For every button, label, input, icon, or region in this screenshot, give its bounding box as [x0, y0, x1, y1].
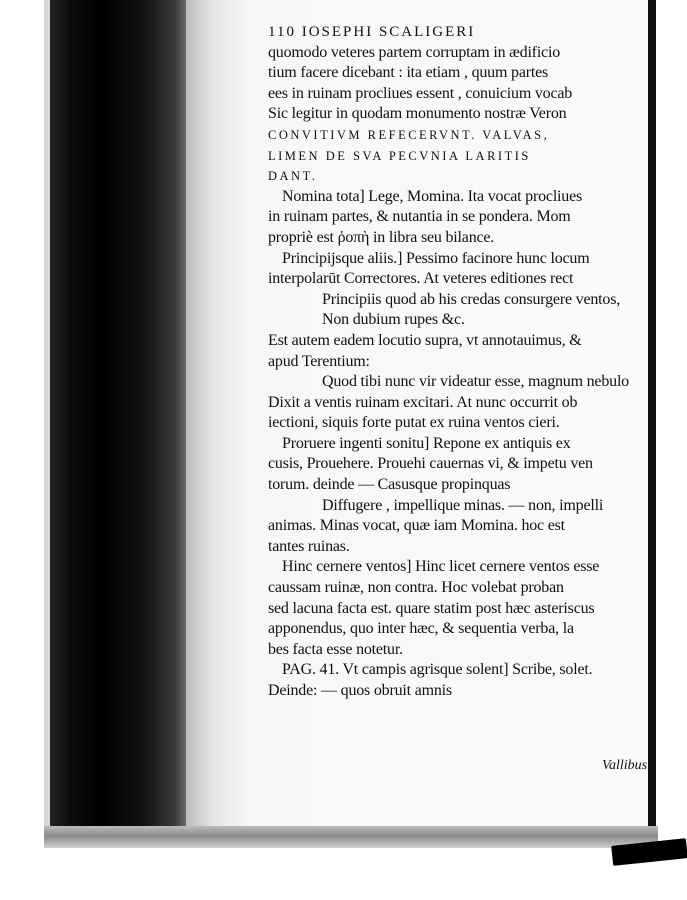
catchword: Vallibus — [602, 758, 648, 773]
text-line: PAG. 41. Vt campis agrisque solent] Scribe, solet. — [282, 661, 593, 679]
text-line: Nomina tota] Lege, Momina. Ita vocat procliues — [282, 187, 583, 205]
text-line: interpolarūt Correctores. At veteres editiones rect — [268, 270, 574, 288]
text-line: Dixit a ventis ruinam excitari. At nunc occurrit ob — [268, 393, 578, 411]
text-line: Quod tibi nunc vir videatur esse, magnum nebulo — [322, 373, 629, 391]
body-lines — [268, 43, 656, 702]
text-line: ees in ruinam procliues essent , conuicium vocab — [268, 84, 573, 102]
text-line: DANT. — [268, 169, 318, 184]
text-line: cusis, Prouehere. Prouehi cauernas vi, & impetu ven — [268, 455, 593, 473]
text-line: Hinc cernere ventos] Hinc licet cernere ventos esse — [282, 558, 600, 576]
right-margin — [656, 0, 687, 870]
text-line: torum. deinde — Casusque propinquas — [268, 476, 511, 494]
text-line: sed lacuna facta est. quare statim post hæc asteriscus — [268, 599, 595, 617]
text-line: Proruere ingenti sonitu] Repone ex antiquis ex — [282, 434, 571, 452]
text-line: quomodo veteres partem corruptam in ædificio — [268, 43, 561, 61]
text-line: Diffugere , impellique minas. — non, impelli — [322, 496, 604, 514]
text-line: apponendus, quo inter hæc, & sequentia verba, la — [268, 620, 574, 638]
text-line: in ruinam partes, & nutantia in se pondera. Mom — [268, 208, 571, 226]
text-line: CONVITIVM REFECERVNT. VALVAS, — [268, 127, 550, 142]
text-line: apud Terentium: — [268, 352, 370, 370]
text-line: caussam ruinæ, non contra. Hoc volebat proban — [268, 579, 564, 597]
book-spine-shadow — [44, 0, 186, 842]
text-line: Sic legitur in quodam monumento nostræ Veron — [268, 105, 567, 123]
page-bottom-edge — [44, 826, 658, 848]
text-line: Principiis quod ab his credas consurgere ventos, — [322, 290, 621, 308]
running-head: 110 IOSEPHI SCALIGERI — [268, 24, 476, 40]
text-line: Principijsque aliis.] Pessimo facinore hunc locum — [282, 249, 590, 267]
page-stack-edge — [44, 0, 50, 842]
text-line: propriè est ῥοπὴ in libra seu bilance. — [268, 228, 495, 246]
text-line: animas. Minas vocat, quæ iam Momina. hoc est — [268, 517, 565, 535]
text-line: tantes ruinas. — [268, 537, 350, 555]
text-line: iectioni, siquis forte putat ex ruina ventos cieri. — [268, 414, 560, 432]
text-line: Est autem eadem locutio supra, vt annotauimus, & — [268, 331, 582, 349]
text-line: Deinde: — quos obruit amnis — [268, 682, 452, 699]
page-text-block — [268, 22, 656, 702]
text-line: tium facere dicebant : ita etiam , quum partes — [268, 64, 549, 82]
text-line: LIMEN DE SVA PECVNIA LARITIS — [268, 148, 531, 163]
text-line: Non dubium rupes &c. — [322, 311, 465, 329]
text-line: bes facta esse notetur. — [268, 640, 403, 658]
